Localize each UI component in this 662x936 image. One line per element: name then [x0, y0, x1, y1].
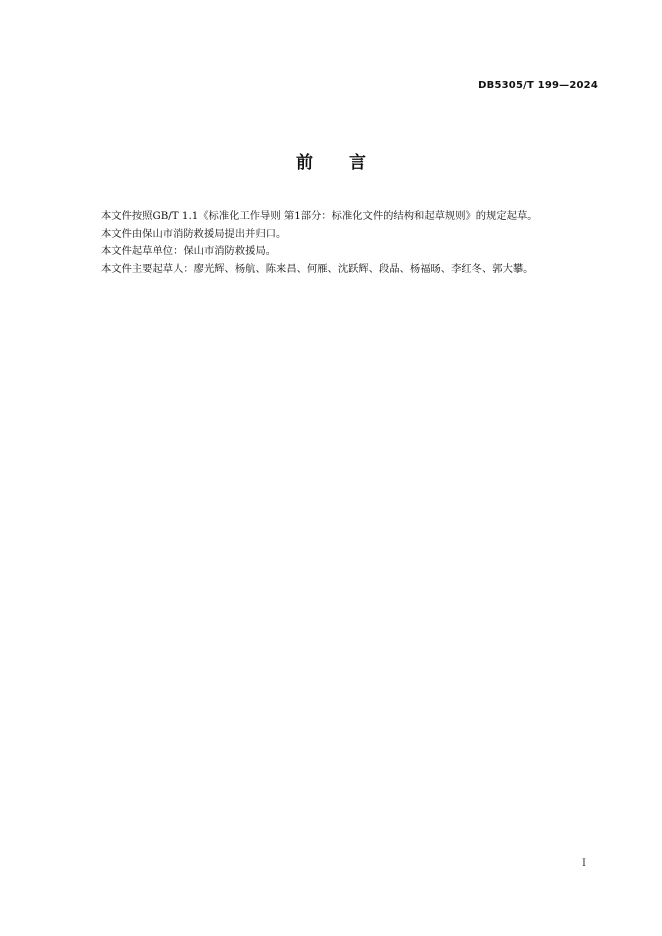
page-title: 前言 — [296, 153, 402, 173]
paragraph-proposer: 本文件由保山市消防救援局提出并归口。 — [101, 227, 287, 240]
page-number: I — [582, 858, 586, 869]
paragraph-drafting-rules: 本文件按照GB/T 1.1《标准化工作导则 第1部分：标准化文件的结构和起草规则》的规定起草。 — [101, 210, 538, 222]
foreword-body — [101, 208, 601, 278]
document-code: DB5305/T 199—2024 — [478, 80, 598, 91]
paragraph-drafters: 本文件主要起草人：廖光辉、杨航、陈来昌、何雁、沈跃辉、段晶、杨福旸、李红冬、郭大攀。 — [101, 262, 534, 275]
paragraph-drafting-unit: 本文件起草单位：保山市消防救援局。 — [101, 245, 277, 257]
